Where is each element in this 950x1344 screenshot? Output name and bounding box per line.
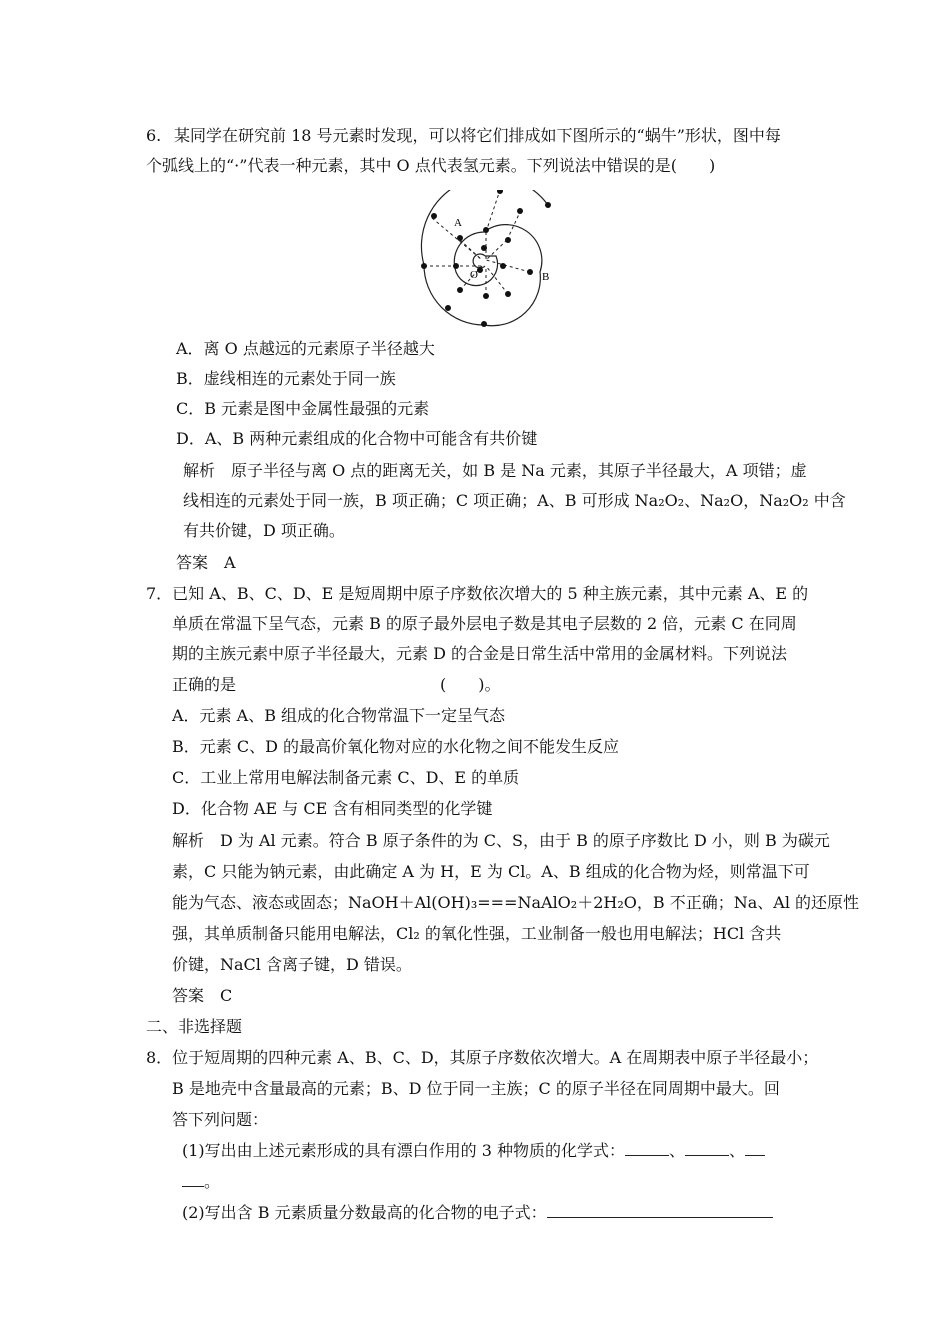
spiral-curve (421, 190, 548, 326)
q8-sub2 (182, 1203, 773, 1223)
dot (517, 208, 523, 214)
q7-analysis-line1: 解析 D 为 Al 元素。符合 B 原子条件的为 C、S，由于 B 的原子序数比 D 小，则 B 为碳元 (172, 831, 830, 850)
q8-stem-line1: 8．位于短周期的四种元素 A、B、C、D，其原子序数依次增大。A 在周期表中原子半径最小； (146, 1048, 819, 1067)
q6-number: 6. (146, 126, 162, 145)
answer-blank-3[interactable] (745, 1141, 765, 1156)
dot (421, 263, 427, 269)
q7-answer: 答案 C (172, 986, 233, 1005)
q8-stem-line3: 答下列问题： (172, 1110, 269, 1129)
label-o: O (470, 269, 478, 281)
q7-answer-bracket: ( )。 (440, 675, 501, 694)
separator: 、 (729, 1141, 746, 1160)
snail-figure (400, 190, 560, 330)
answer-blank-3-cont[interactable] (182, 1172, 204, 1187)
q7-option-c: C．工业上常用电解法制备元素 C、D、E 的单质 (172, 768, 520, 787)
q8-stem-line2: B 是地壳中含量最高的元素；B、D 位于同一主族；C 的原子半径在同周期中最大。回 (172, 1079, 780, 1098)
section-heading: 二、非选择题 (146, 1017, 243, 1036)
dot (527, 269, 533, 275)
q6-stem-line1: 某同学在研究前 18 号元素时发现，可以将它们排成如下图所示的“蜗牛”形状，图中每 (174, 126, 781, 145)
dot (445, 305, 451, 311)
q7-stem-line3: 期的主族元素中原子半径最大，元素 D 的合金是日常生活中常用的金属材料。下列说法 (172, 644, 788, 663)
q7-option-b: B．元素 C、D 的最高价氧化物对应的水化物之间不能发生反应 (172, 737, 620, 756)
dot (497, 190, 503, 194)
answer-blank-electron-formula[interactable] (547, 1203, 773, 1218)
q6-stem-line2: 个弧线上的“·”代表一种元素，其中 O 点代表氢元素。下列说法中错误的是( ) (146, 156, 716, 175)
answer-blank-2[interactable] (685, 1141, 729, 1156)
dot (483, 227, 489, 233)
answer-blank-1[interactable] (625, 1141, 669, 1156)
period: 。 (204, 1172, 221, 1191)
q8-sub1-continued (182, 1172, 220, 1192)
q6-option-b: B．虚线相连的元素处于同一族 (176, 369, 396, 388)
q7-option-a: A．元素 A、B 组成的化合物常温下一定呈气态 (172, 706, 506, 725)
dot (481, 245, 487, 251)
q6-analysis-line1: 解析 原子半径与离 O 点的距离无关，如 B 是 Na 元素，其原子半径最大，A 项错；虚 (183, 461, 807, 480)
dot (505, 237, 511, 243)
separator: 、 (669, 1141, 686, 1160)
dot (481, 321, 487, 327)
q6-analysis-line3: 有共价键，D 项正确。 (183, 521, 345, 540)
label-a: A (454, 217, 462, 229)
dot (483, 293, 489, 299)
q7-stem-line1: 7．已知 A、B、C、D、E 是短周期中原子序数依次增大的 5 种主族元素，其中元素 A、E 的 (146, 584, 809, 603)
q6-answer: 答案 A (176, 553, 236, 572)
q8-sub1 (182, 1141, 765, 1161)
dot (431, 213, 437, 219)
q7-stem-line4: 正确的是 (172, 675, 237, 694)
dot (500, 263, 506, 269)
q6-option-d: D．A、B 两种元素组成的化合物中可能含有共价键 (176, 429, 538, 448)
q7-analysis-line4: 强，其单质制备只能用电解法，Cl₂ 的氧化性强，工业制备一般也用电解法；HCl 含共 (172, 924, 782, 943)
q6-option-a: A．离 O 点越远的元素原子半径越大 (176, 339, 435, 358)
q7-analysis-line2: 素，C 只能为钠元素，由此确定 A 为 H，E 为 Cl。A、B 组成的化合物为烃，则常温下可 (172, 862, 810, 881)
dot (457, 235, 463, 241)
q7-analysis-line5: 价键，NaCl 含离子键，D 错误。 (172, 955, 412, 974)
q6-analysis-line2: 线相连的元素处于同一族，B 项正确；C 项正确；A、B 可形成 Na₂O₂、Na₂O，Na₂O₂ 中含 (183, 491, 846, 510)
label-b: B (542, 271, 550, 283)
q8-sub2-text: (2)写出含 B 元素质量分数最高的化合物的电子式： (182, 1203, 547, 1222)
dot (453, 263, 459, 269)
dot (457, 287, 463, 293)
q7-analysis-line3: 能为气态、液态或固态；NaOH＋Al(OH)₃===NaAlO₂＋2H₂O，B 不正确；Na、Al 的还原性 (172, 893, 860, 912)
q7-stem-line2: 单质在常温下呈气态，元素 B 的原子最外层电子数是其电子层数的 2 倍，元素 C 在同周 (172, 614, 797, 633)
dot (505, 291, 511, 297)
dot (545, 202, 551, 208)
q7-option-d: D．化合物 AE 与 CE 含有相同类型的化学键 (172, 799, 493, 818)
q8-sub1-text: (1)写出由上述元素形成的具有漂白作用的 3 种物质的化学式： (182, 1141, 626, 1160)
q6-option-c: C．B 元素是图中金属性最强的元素 (176, 399, 430, 418)
